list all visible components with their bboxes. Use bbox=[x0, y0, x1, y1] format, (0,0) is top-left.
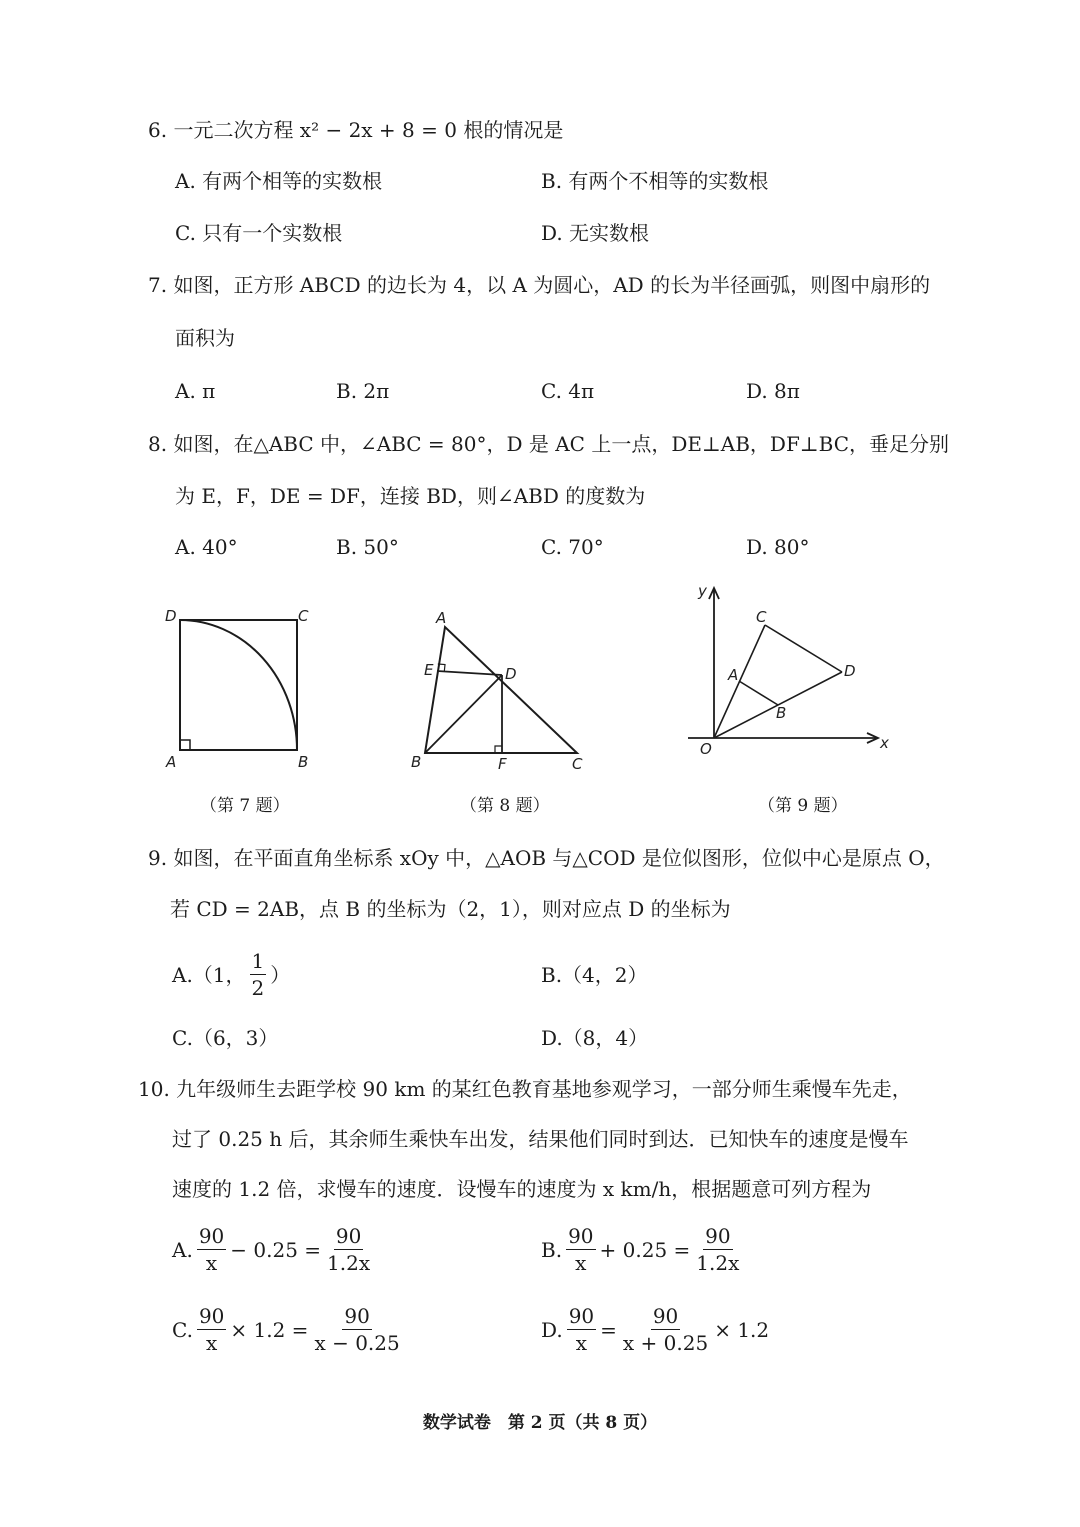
q8-stem-line-1: 8. 如图，在△ABC 中，∠ABC = 80°，D 是 AC 上一点，DE⊥AB，DF⊥BC，垂足分别 bbox=[148, 432, 950, 456]
fraction-numerator: 1 bbox=[251, 949, 265, 973]
q7-option-c: C. 4π bbox=[541, 379, 595, 403]
right-angle-mark bbox=[180, 740, 190, 750]
fraction bbox=[197, 1225, 226, 1274]
q7-option-b: B. 2π bbox=[336, 379, 390, 403]
fraction-numerator: 90 bbox=[344, 1304, 370, 1328]
label-d: D bbox=[165, 607, 177, 625]
fraction-numerator: 90 bbox=[705, 1224, 731, 1248]
q6-option-a: A. 有两个相等的实数根 bbox=[175, 169, 383, 193]
fraction-denominator: 1.2x bbox=[696, 1251, 740, 1275]
operator: × 1.2 = bbox=[230, 1317, 309, 1342]
label-e: E bbox=[424, 661, 434, 679]
fraction bbox=[566, 1225, 595, 1274]
label-y: y bbox=[698, 582, 707, 600]
option-label: A. bbox=[172, 1237, 193, 1262]
operator: = bbox=[600, 1317, 617, 1342]
q6-option-c: C. 只有一个实数根 bbox=[175, 221, 343, 245]
fraction bbox=[312, 1305, 401, 1354]
label-c: C bbox=[572, 755, 583, 773]
q6-option-b: B. 有两个不相等的实数根 bbox=[541, 169, 769, 193]
q9-stem-line-1: 9. 如图，在平面直角坐标系 xOy 中，△AOB 与△COD 是位似图形，位似中心是原点 O， bbox=[148, 846, 945, 870]
fraction-numerator: 90 bbox=[198, 1224, 225, 1248]
operator: + 0.25 = bbox=[599, 1237, 691, 1262]
q6-option-d: D. 无实数根 bbox=[541, 221, 650, 245]
operator: − 0.25 = bbox=[230, 1237, 322, 1262]
segment-cd bbox=[765, 625, 842, 672]
q10-option-b bbox=[541, 1225, 745, 1274]
q9-option-a-fraction bbox=[250, 950, 267, 999]
q10-option-d bbox=[541, 1305, 769, 1354]
fraction-numerator: 90 bbox=[652, 1304, 679, 1328]
fraction bbox=[197, 1305, 226, 1354]
fraction-denominator: x bbox=[575, 1251, 587, 1275]
q6-stem: 6. 一元二次方程 x² − 2x + 8 = 0 根的情况是 bbox=[148, 118, 564, 142]
label-a: A bbox=[436, 609, 447, 627]
label-b: B bbox=[298, 753, 309, 771]
q8-stem-line-2: 为 E，F，DE = DF，连接 BD，则∠ABD 的度数为 bbox=[175, 484, 646, 508]
q9-option-a bbox=[172, 950, 290, 999]
option-label: D. bbox=[541, 1317, 563, 1342]
label-a: A bbox=[728, 666, 739, 684]
label-f: F bbox=[498, 755, 507, 773]
fraction-numerator: 90 bbox=[568, 1224, 594, 1248]
label-c: C bbox=[756, 608, 767, 626]
label-x: x bbox=[880, 734, 889, 752]
fraction-denominator: x bbox=[206, 1331, 218, 1355]
q10-option-a bbox=[172, 1225, 376, 1274]
square-abcd bbox=[180, 620, 297, 750]
q8-option-a: A. 40° bbox=[175, 535, 238, 559]
fraction-denominator: 2 bbox=[251, 976, 265, 1000]
option-label: C. bbox=[172, 1317, 193, 1342]
q9-option-c: C.（6，3） bbox=[172, 1026, 279, 1050]
segment-ab bbox=[739, 681, 778, 705]
figure-8-caption: （第 8 题） bbox=[460, 796, 550, 816]
label-a: A bbox=[166, 753, 177, 771]
fraction-numerator: 90 bbox=[335, 1224, 362, 1248]
q8-option-b: B. 50° bbox=[336, 535, 399, 559]
q9-stem-line-2: 若 CD = 2AB，点 B 的坐标为（2，1），则对应点 D 的坐标为 bbox=[170, 897, 731, 921]
fraction-numerator: 90 bbox=[568, 1304, 595, 1328]
label-o: O bbox=[700, 740, 712, 758]
segment-bd bbox=[425, 675, 502, 753]
label-b: B bbox=[776, 704, 787, 722]
q7-stem-line-2: 面积为 bbox=[175, 326, 235, 350]
fraction-denominator: x bbox=[575, 1331, 588, 1355]
q10-stem-line-3: 速度的 1.2 倍，求慢车的速度．设慢车的速度为 x km/h，根据题意可列方程为 bbox=[172, 1177, 872, 1201]
q9-option-a-suffix: ） bbox=[270, 962, 291, 987]
label-d: D bbox=[505, 665, 517, 683]
tail: × 1.2 bbox=[714, 1317, 770, 1342]
triangle-abc bbox=[425, 627, 577, 753]
q8-option-c: C. 70° bbox=[541, 535, 604, 559]
figure-9-caption: （第 9 题） bbox=[758, 796, 848, 816]
q9-option-d: D.（8，4） bbox=[541, 1026, 649, 1050]
label-d: D bbox=[844, 662, 856, 680]
q7-option-d: D. 8π bbox=[746, 379, 800, 403]
fraction bbox=[621, 1305, 710, 1354]
figure-9 bbox=[680, 580, 900, 770]
figure-8 bbox=[405, 605, 605, 775]
fraction bbox=[567, 1305, 596, 1354]
label-b: B bbox=[411, 753, 422, 771]
fraction-denominator: x − 0.25 bbox=[314, 1331, 400, 1355]
q10-option-c bbox=[172, 1305, 406, 1354]
right-angle-mark-f bbox=[495, 746, 502, 753]
fraction bbox=[325, 1225, 372, 1274]
q8-option-d: D. 80° bbox=[746, 535, 810, 559]
q7-stem-line-1: 7. 如图，正方形 ABCD 的边长为 4，以 A 为圆心，AD 的长为半径画弧，则图中扇形的 bbox=[148, 273, 931, 297]
fraction-denominator: 1.2x bbox=[327, 1251, 371, 1275]
sector-arc bbox=[180, 620, 297, 750]
fraction bbox=[694, 1225, 741, 1274]
q9-option-b: B.（4，2） bbox=[541, 963, 648, 987]
label-c: C bbox=[298, 607, 309, 625]
option-label: B. bbox=[541, 1237, 563, 1262]
q9-option-a-prefix: A.（1， bbox=[172, 962, 246, 987]
fraction-numerator: 90 bbox=[198, 1304, 225, 1328]
q7-option-a: A. π bbox=[175, 379, 216, 403]
q10-stem-line-2: 过了 0.25 h 后，其余师生乘快车出发，结果他们同时到达．已知快车的速度是慢车 bbox=[172, 1127, 909, 1151]
q10-stem-line-1: 10. 九年级师生去距学校 90 km 的某红色教育基地参观学习，一部分师生乘慢车先走， bbox=[138, 1077, 912, 1101]
fraction-denominator: x bbox=[205, 1251, 218, 1275]
figure-7-caption: （第 7 题） bbox=[200, 796, 290, 816]
page-footer: 数学试卷 第 2 页（共 8 页） bbox=[422, 1413, 658, 1433]
fraction-denominator: x + 0.25 bbox=[622, 1331, 709, 1355]
figure-7 bbox=[160, 605, 340, 775]
